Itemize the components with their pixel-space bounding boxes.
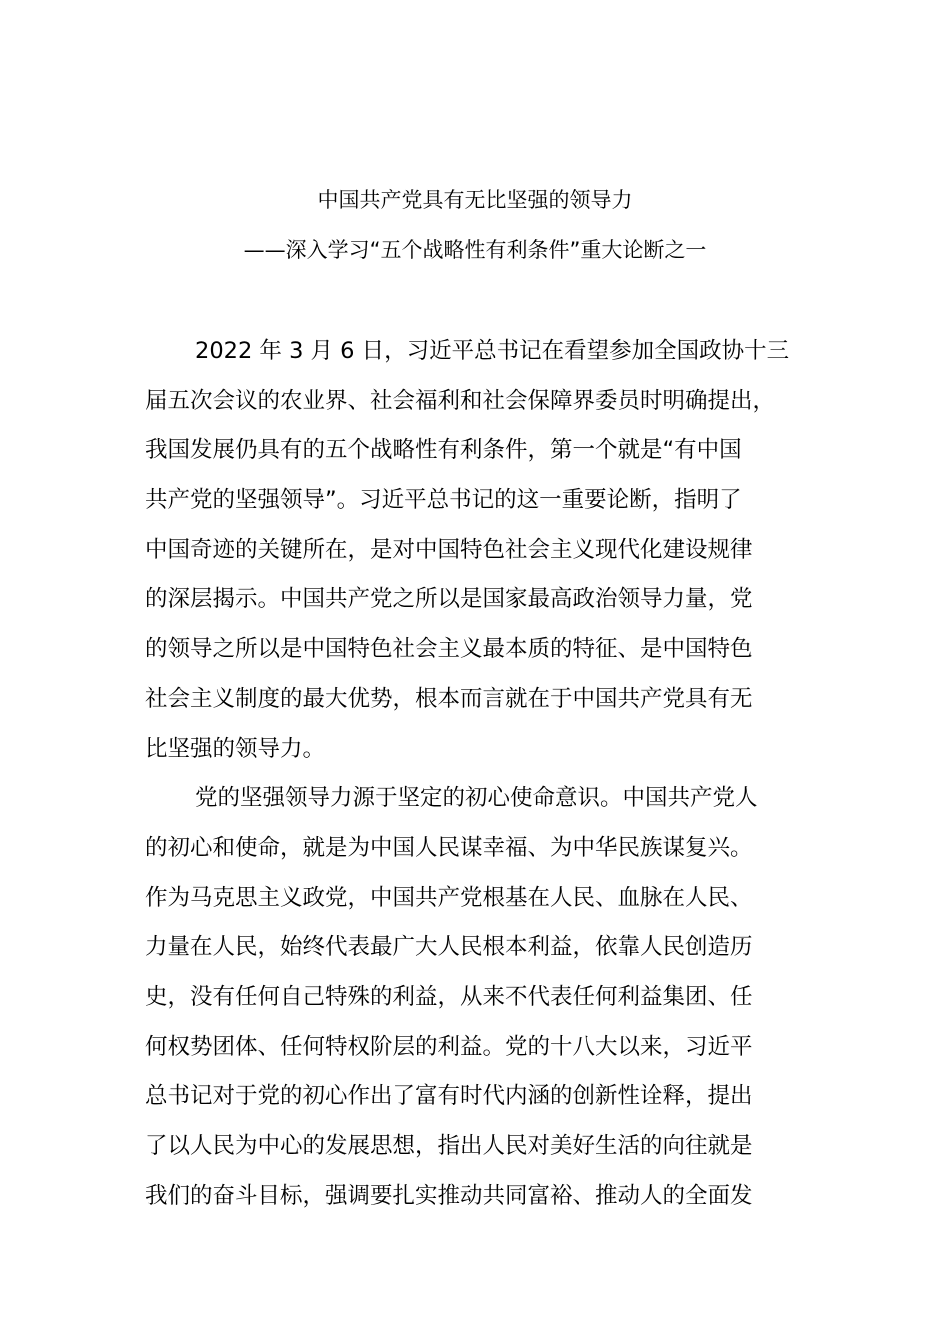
paragraph-line: 的领导之所以是中国特色社会主义最本质的特征、是中国特色 <box>145 636 753 663</box>
paragraph-line: 中国奇迹的关键所在，是对中国特色社会主义现代化建设规律 <box>145 536 753 563</box>
paragraph-line: 社会主义制度的最大优势，根本而言就在于中国共产党具有无 <box>145 685 753 712</box>
paragraph-line: 何权势团体、任何特权阶层的利益。党的十八大以来，习近平 <box>145 1033 753 1060</box>
paragraph-line: 党的坚强领导力源于坚定的初心使命意识。中国共产党人 <box>195 785 758 812</box>
document-title: 中国共产党具有无比坚强的领导力 <box>317 188 633 212</box>
paragraph-line: 我国发展仍具有的五个战略性有利条件，第一个就是“有中国 <box>145 437 742 464</box>
document-subtitle: ——深入学习“五个战略性有利条件”重大论断之一 <box>243 238 707 262</box>
paragraph-line: 力量在人民，始终代表最广大人民根本利益，依靠人民创造历 <box>145 934 753 961</box>
paragraph-line: 史，没有任何自己特殊的利益，从来不代表任何利益集团、任 <box>145 983 753 1010</box>
paragraph-line: 总书记对于党的初心作出了富有时代内涵的创新性诠释，提出 <box>145 1083 753 1110</box>
paragraph-line: 我们的奋斗目标，强调要扎实推动共同富裕、推动人的全面发 <box>145 1182 753 1209</box>
paragraph-1 <box>145 332 805 779</box>
document-body <box>145 332 805 1226</box>
paragraph-line: 比坚强的领导力。 <box>145 735 326 762</box>
paragraph-line: 届五次会议的农业界、社会福利和社会保障界委员时明确提出， <box>145 387 776 414</box>
paragraph-line: 的深层揭示。中国共产党之所以是国家最高政治领导力量，党 <box>145 586 753 613</box>
paragraph-line: 共产党的坚强领导”。习近平总书记的这一重要论断，指明了 <box>145 487 742 514</box>
paragraph-2 <box>145 779 805 1226</box>
paragraph-line: 的初心和使命，就是为中国人民谋幸福、为中华民族谋复兴。 <box>145 834 753 861</box>
paragraph-line: 2022 年 3 月 6 日，习近平总书记在看望参加全国政协十三 <box>195 338 790 364</box>
paragraph-line: 了以人民为中心的发展思想，指出人民对美好生活的向往就是 <box>145 1133 753 1159</box>
paragraph-line: 作为马克思主义政党，中国共产党根基在人民、血脉在人民、 <box>145 884 753 911</box>
